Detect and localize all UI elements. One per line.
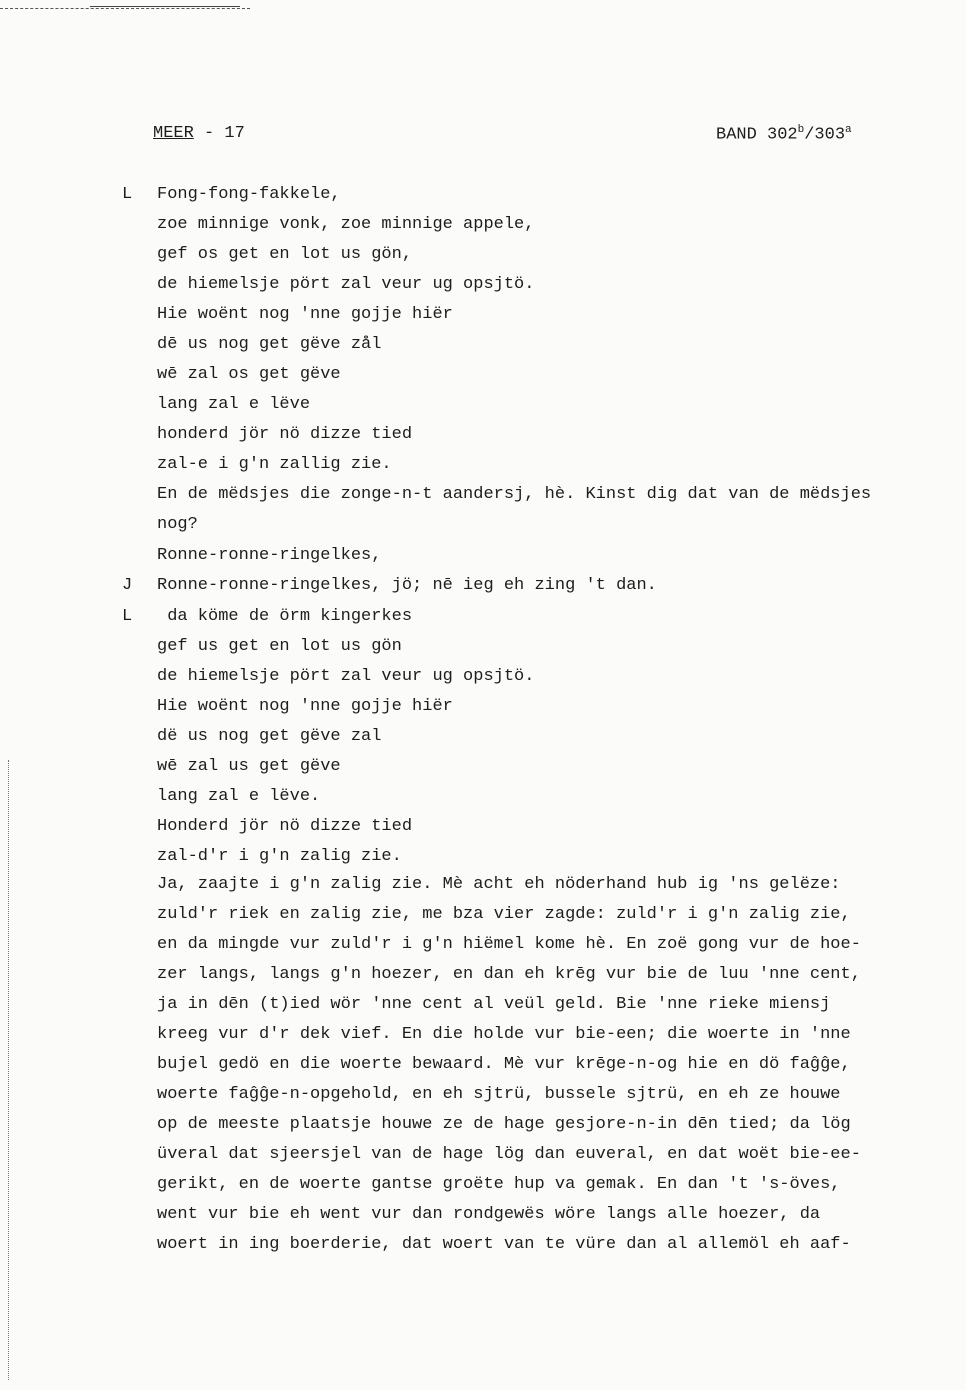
transcript-line: da köme de örm kingerkes: [157, 607, 413, 626]
transcript-line: zal-e i g'n zallig zie.: [157, 455, 392, 474]
page-header-left: [153, 124, 245, 143]
transcript-line: gef us get en lot us gön: [157, 637, 402, 656]
transcript-line: zal-d'r i g'n zalig zie.: [157, 847, 402, 866]
speaker-marker: J: [122, 576, 133, 595]
transcript-line: bujel gedö en die woerte bewaard. Mè vur krēge-n-og hie en dö faĝĝe,: [157, 1055, 851, 1074]
header-separator: -: [193, 124, 225, 143]
transcript-line: Fong-fong-fakkele,: [157, 185, 341, 204]
band-mid: /303: [804, 125, 846, 145]
transcript-line: nog?: [157, 515, 198, 534]
transcript-line: Honderd jör nö dizze tied: [157, 817, 413, 836]
transcript-line: de hiemelsje pört zal veur ug opsjtö.: [157, 667, 535, 686]
top-dashed-rule: [0, 8, 250, 9]
transcript-line: Ja, zaajte i g'n zalig zie. Mè acht eh nöderhand hub ig 'ns gelëze:: [157, 875, 841, 894]
band-label: BAND 302: [716, 125, 798, 145]
transcript-line: zuld'r riek en zalig zie, me bza vier zagde: zuld'r i g'n zalig zie,: [157, 905, 851, 924]
document-title: MEER: [153, 124, 194, 143]
band-sup-1: b: [797, 124, 805, 136]
transcript-line: En de mëdsjes die zonge-n-t aandersj, hè. Kinst dig dat van de mëdsjes: [157, 485, 872, 504]
transcript-line: kreeg vur d'r dek vief. En die holde vur bie-een; die woerte in 'nne: [157, 1025, 851, 1044]
transcript-line: zoe minnige vonk, zoe minnige appele,: [157, 215, 535, 234]
transcript-line: honderd jör nö dizze tied: [157, 425, 413, 444]
transcript-line: wē zal us get gëve: [157, 757, 341, 776]
page-header-right: [716, 124, 852, 145]
transcript-line: üveral dat sjeersjel van de hage lög dan euveral, en dat woët bie-ee-: [157, 1145, 861, 1164]
page-number: 17: [224, 124, 245, 143]
top-solid-rule: [90, 6, 240, 7]
transcript-line: wē zal os get gëve: [157, 365, 341, 384]
transcript-line: lang zal e lëve: [157, 395, 311, 414]
transcript-line: lang zal e lëve.: [157, 787, 321, 806]
transcript-line: Ronne-ronne-ringelkes, jö; nē ieg eh zing 't dan.: [157, 576, 657, 595]
transcript-line: en da mingde vur zuld'r i g'n hiëmel kome hè. En zoë gong vur de hoe-: [157, 935, 861, 954]
transcript-line: ja in dēn (t)ied wör 'nne cent al veül geld. Bie 'nne rieke miensj: [157, 995, 831, 1014]
margin-dotted-rule: [8, 760, 9, 1380]
transcript-line: Hie woënt nog 'nne gojje hiër: [157, 697, 453, 716]
transcript-line: Hie woënt nog 'nne gojje hiër: [157, 305, 453, 324]
transcript-line: op de meeste plaatsje houwe ze de hage gesjore-n-in dēn tied; da lög: [157, 1115, 851, 1134]
transcript-line: Ronne-ronne-ringelkes,: [157, 546, 382, 565]
transcript-line: went vur bie eh went vur dan rondgewës wöre langs alle hoezer, da: [157, 1205, 821, 1224]
band-sup-2: a: [845, 124, 852, 136]
transcript-line: woerte faĝĝe-n-opgehold, en eh sjtrü, bussele sjtrü, en eh ze houwe: [157, 1085, 841, 1104]
transcript-line: woert in ing boerderie, dat woert van te vüre dan al allemöl eh aaf-: [157, 1235, 851, 1254]
speaker-marker: L: [122, 607, 133, 626]
transcript-line: gef os get en lot us gön,: [157, 245, 413, 264]
speaker-marker: L: [122, 185, 133, 204]
transcript-line: zer langs, langs g'n hoezer, en dan eh krēg vur bie de luu 'nne cent,: [157, 965, 861, 984]
transcript-line: dë us nog get gëve zal: [157, 727, 382, 746]
transcript-line: dē us nog get gëve zål: [157, 335, 382, 354]
transcript-line: gerikt, en de woerte gantse groëte hup va gemak. En dan 't 's-öves,: [157, 1175, 841, 1194]
transcript-line: de hiemelsje pört zal veur ug opsjtö.: [157, 275, 535, 294]
